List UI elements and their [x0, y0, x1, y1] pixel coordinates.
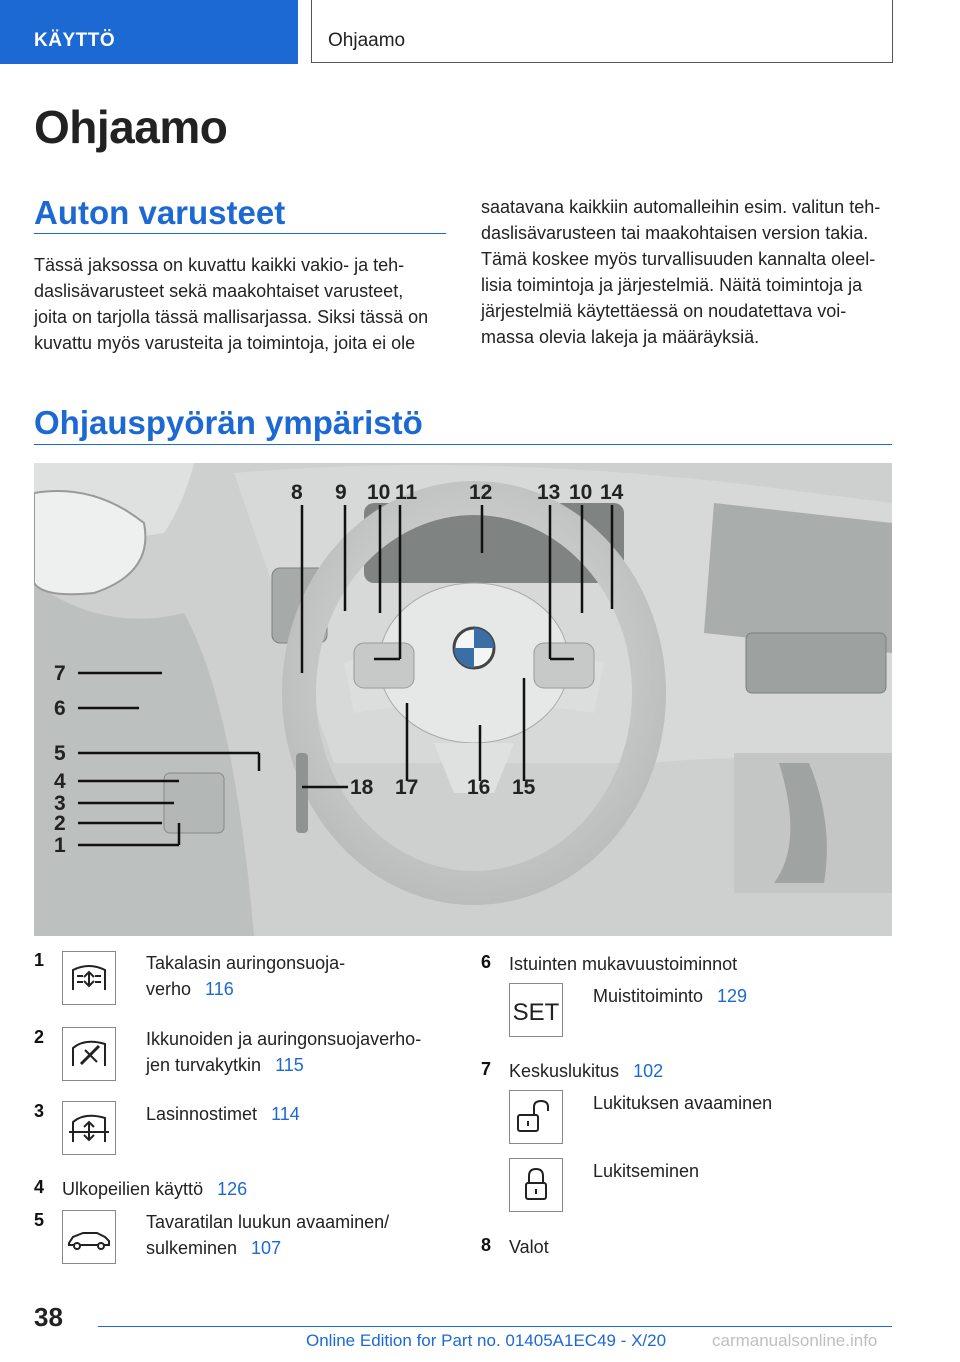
callout-8: 8: [291, 481, 303, 504]
footer-rule: [98, 1326, 892, 1327]
item-7-text: Keskuslukitus 102: [509, 1061, 664, 1081]
callout-18: 18: [350, 776, 374, 799]
item-number: 4: [34, 1177, 45, 1197]
callout-10: 10: [367, 481, 391, 504]
item-5-text: Tavaratilan luukun avaaminen/ sulkeminen 107: [146, 1212, 390, 1258]
item-number: 5: [34, 1210, 45, 1230]
page-ref-link[interactable]: 114: [271, 1104, 300, 1124]
callout-10b: 10: [569, 481, 593, 504]
page-ref-link[interactable]: 129: [717, 986, 748, 1006]
watermark: carmanualsonline.info: [712, 1331, 878, 1350]
item-2-text: Ikkunoiden ja auringonsuojaverho- jen turvakytkin 115: [146, 1029, 422, 1075]
window-safety-switch-icon: [62, 1027, 116, 1081]
item-6-text: Istuinten mukavuustoiminnot: [509, 954, 738, 974]
page-ref-link[interactable]: 107: [251, 1238, 282, 1258]
item-7-sub-unlock: Lukituksen avaaminen: [593, 1093, 773, 1113]
power-window-icon: [62, 1101, 116, 1155]
page-title: Ohjaamo: [34, 101, 228, 153]
section-heading-equipment: Auton varusteet: [34, 194, 286, 231]
item-4-text: Ulkopeilien käyttö 126: [62, 1179, 248, 1199]
callout-12: 12: [469, 481, 493, 504]
page-ref-link[interactable]: 116: [205, 979, 234, 999]
item-7-sub-lock: Lukitseminen: [593, 1161, 700, 1181]
page-ref-link[interactable]: 102: [633, 1061, 664, 1081]
item-number: 7: [481, 1059, 492, 1079]
callout-13: 13: [537, 481, 561, 504]
item-1-text: Takalasin auringonsuoja- verho 116: [146, 953, 346, 999]
section-label: KÄYTTÖ: [34, 30, 116, 51]
callout-6: 6: [54, 697, 66, 720]
callout-3: 3: [54, 792, 66, 815]
intro-col1: Tässä jaksossa on kuvattu kaikki vakio- ja teh- daslisävarusteet sekä maakohtaiset varusteet, joita on tarjolla tässä mallisarjassa. Siksi tässä on kuvattu myös varusteita ja toimintoja, joita ei ole: [34, 255, 429, 353]
callout-15: 15: [512, 776, 536, 799]
item-6-sub: Muistitoiminto 129: [593, 986, 748, 1006]
set-button-icon: [509, 983, 563, 1037]
item-number: 6: [481, 952, 492, 972]
item-3-text: Lasinnostimet 114: [146, 1104, 300, 1124]
trunk-lid-icon: [62, 1210, 116, 1264]
edition-text: Online Edition for Part no. 01405A1EC49 - X/20: [306, 1331, 667, 1350]
callout-14: 14: [600, 481, 624, 504]
rear-sunblind-icon: [62, 951, 116, 1005]
item-number: 1: [34, 950, 45, 970]
item-number: 3: [34, 1101, 45, 1121]
unlock-icon: [509, 1090, 563, 1144]
callout-1: 1: [54, 834, 66, 857]
page-number: 38: [34, 1302, 63, 1332]
section-rule: [34, 444, 892, 445]
callout-17: 17: [395, 776, 419, 799]
set-button-text: SET: [512, 999, 560, 1026]
section-tab: [0, 0, 298, 64]
cockpit-illustration: [34, 463, 892, 936]
lock-icon: [509, 1158, 563, 1212]
item-number: 2: [34, 1027, 45, 1047]
section-heading-steering: Ohjauspyörän ympäristö: [34, 404, 423, 441]
item-8-text: Valot: [509, 1237, 549, 1257]
chapter-tab: [311, 0, 893, 63]
callout-5: 5: [54, 742, 66, 765]
item-number: 8: [481, 1235, 492, 1255]
callout-9: 9: [335, 481, 347, 504]
callout-4: 4: [54, 770, 66, 793]
callout-7: 7: [54, 662, 66, 685]
callout-16: 16: [467, 776, 491, 799]
chapter-label: Ohjaamo: [328, 30, 406, 51]
intro-col2: saatavana kaikkiin automalleihin esim. valitun teh- daslisävarusteen tai maakohtaisen version takia. Tämä koskee myös turvallisuuden kannalta oleel- lisia toimintoja ja järjestelmiä. Näitä toimintoja ja järjestelmiä käytettäessä on noudatettava voi- massa olevia lakeja ja määräyksiä.: [481, 197, 881, 347]
section-rule: [34, 233, 446, 234]
page-ref-link[interactable]: 115: [275, 1055, 304, 1075]
callout-2: 2: [54, 812, 66, 835]
page-ref-link[interactable]: 126: [217, 1179, 248, 1199]
callout-11: 11: [395, 481, 418, 504]
